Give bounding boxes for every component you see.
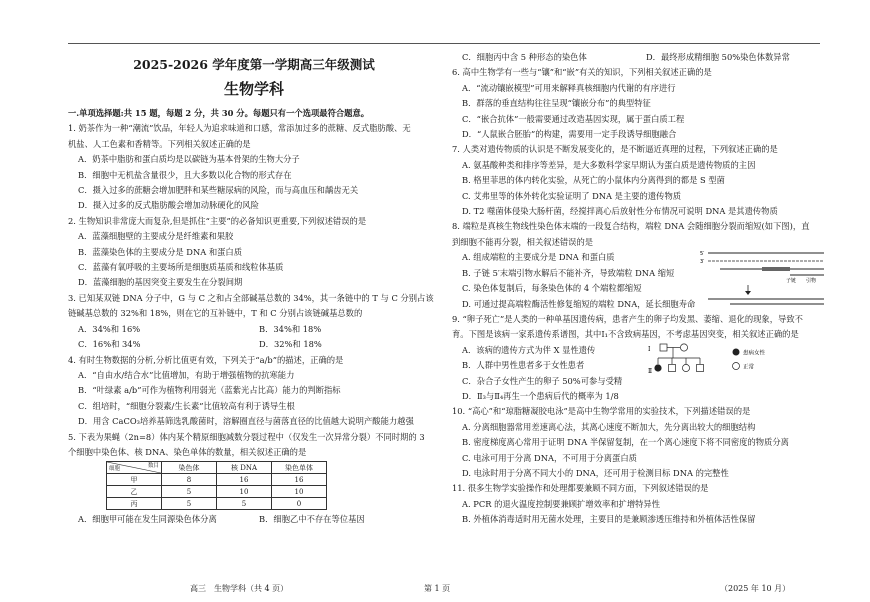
q3-stem: 3. 已知某双链 DNA 分子中，G 与 C 之和占全部碱基总数的 34%，其一条链中的 T 与 C 分别占该 bbox=[68, 292, 434, 303]
table-header: 染色单体 bbox=[272, 462, 327, 474]
q11-option-b[interactable]: B. 外植体消毒适时用无菌水处理，主要目的是兼顾渗透压维持和外植体活性保留 bbox=[462, 514, 756, 525]
q2-option-b[interactable]: B．蓝藻染色体的主要成分是 DNA 和蛋白质 bbox=[78, 246, 243, 257]
table-cell: 10 bbox=[217, 486, 272, 498]
q9-option-c[interactable]: C．杂合子女性产生的卵子 50%可参与受精 bbox=[462, 375, 623, 386]
q3-option-c[interactable]: C．16%和 34% bbox=[78, 339, 141, 350]
q6-option-d[interactable]: D．“人鼠嵌合胚胎”的构建，需要用一定手段诱导细胞融合 bbox=[462, 129, 677, 140]
q3-options-row1 bbox=[68, 322, 440, 337]
q9-stem: 9. “卵子死亡”是人类的一种单基因遗传病，患者产生的卵子均发黑、萎缩、退化的现象，导致不 bbox=[452, 313, 803, 324]
right-column bbox=[452, 50, 830, 528]
table-corner bbox=[107, 462, 162, 474]
corner-bottom-label: 细胞 bbox=[109, 466, 121, 473]
q5-options-row2 bbox=[452, 50, 830, 65]
table-cell: 16 bbox=[217, 474, 272, 486]
q8-option-c[interactable]: C. 染色体复制后，每条染色体的 4 个端粒都缩短 bbox=[462, 283, 642, 294]
q5-option-b[interactable]: B．细胞乙中不存在等位基因 bbox=[259, 514, 365, 525]
fig-label-daughter: 子链 bbox=[786, 278, 797, 285]
telomere-figure bbox=[700, 247, 828, 307]
q1-option-a[interactable]: A．奶茶中脂肪和蛋白质均是以碳链为基本骨架的生物大分子 bbox=[78, 154, 300, 165]
table-cell: 5 bbox=[162, 486, 217, 498]
q3-stem-cont: 链碱基总数的 32%和 18%，则在它的互补链中，T 和 C 分别占该链碱基总数的 bbox=[68, 308, 363, 319]
legend-affected-label: 患病女性 bbox=[743, 350, 766, 357]
q10-option-b[interactable]: B. 密度梯度离心常用于证明 DNA 半保留复制，在一个离心速度下将不同密度的物质分离 bbox=[462, 437, 789, 448]
q1-option-c[interactable]: C．摄入过多的蔗糖会增加肥胖和某些糖尿病的风险，而与高血压和龋齿无关 bbox=[78, 185, 359, 196]
q2-stem: 2. 生物知识非常庞大而复杂,但是抓住“主要”的必备知识更重要,下列叙述错误的是 bbox=[68, 215, 367, 226]
q5-option-d[interactable]: D．最终形成精细胞 50%染色体数异常 bbox=[646, 52, 790, 62]
corner-top-label: 数目 bbox=[147, 463, 159, 470]
pedigree-affected-female bbox=[654, 364, 661, 371]
table-row bbox=[107, 486, 327, 498]
q11-option-a[interactable]: A. PCR 的退火温度控制要兼顾扩增效率和扩增特异性 bbox=[462, 498, 661, 509]
q7-option-a[interactable]: A. 氨基酸种类和排序等差异，是大多数科学家早期认为蛋白质是遗传物质的主因 bbox=[462, 159, 756, 170]
table-row bbox=[107, 498, 327, 510]
question-7 bbox=[452, 142, 830, 219]
q9-option-a[interactable]: A．该病的遗传方式为伴 X 显性遗传 bbox=[462, 344, 596, 355]
q1-stem: 1. 奶茶作为一种“潮流”饮品，年轻人为追求味道和口感，常添加过多的蔗糖、反式脂肪酸、无 bbox=[68, 123, 411, 134]
q2-option-a[interactable]: A．蓝藻细胞壁的主要成分是纤维素和果胶 bbox=[78, 231, 234, 242]
fig-label-primer: 引物 bbox=[806, 278, 817, 285]
q3-option-a[interactable]: A．34%和 16% bbox=[78, 323, 141, 334]
q9-stem-cont: 育。下图是该病一家系遗传系谱图，其中Ⅰ₁不含致病基因，不考虑基因突变，相关叙述正确的是 bbox=[452, 329, 799, 340]
q8-option-a[interactable]: A. 组成端粒的主要成分是 DNA 和蛋白质 bbox=[462, 252, 615, 263]
q2-option-d[interactable]: D．蓝藻细胞的基因突变主要发生在分裂间期 bbox=[78, 277, 243, 288]
question-8 bbox=[452, 219, 830, 311]
q10-option-d[interactable]: D. 电泳时用于分离不同大小的 DNA，还可用于检测目标 DNA 的完整性 bbox=[462, 467, 729, 478]
table-cell: 丙 bbox=[107, 498, 162, 510]
footer-page-number: 第 1 页 bbox=[424, 584, 451, 593]
table-cell: 乙 bbox=[107, 486, 162, 498]
q8-option-d[interactable]: D. 可通过提高端粒酶活性修复缩短的端粒 DNA，延长细胞寿命 bbox=[462, 298, 696, 309]
q9-option-b[interactable]: B．人群中男性患者多于女性患者 bbox=[462, 360, 585, 371]
q1-option-b[interactable]: B．细胞中无机盐含量很少，且大多数以化合物的形式存在 bbox=[78, 169, 292, 180]
q7-stem: 7. 人类对遗传物质的认识是不断发展变化的，是不断逼近真理的过程，下列叙述正确的是 bbox=[452, 144, 778, 155]
question-10 bbox=[452, 404, 830, 481]
q5-table bbox=[106, 461, 327, 510]
table-header: 核 DNA bbox=[217, 462, 272, 474]
q10-option-c[interactable]: C. 电泳可用于分离 DNA，不可用于分离蛋白质 bbox=[462, 452, 637, 463]
q10-stem: 10. “高心”和“琼脂糖凝胶电泳”是高中生物学常用的实验技术，下列描述错误的是 bbox=[452, 406, 751, 417]
q8-stem: 8. 端粒是真核生物线性染色体末端的一段复合结构，端粒 DNA 会随细胞分裂而缩短(如下图)，直 bbox=[452, 221, 810, 232]
q2-option-c[interactable]: C．蓝藻有氧呼吸的主要场所是细胞质基质和线粒体基质 bbox=[78, 262, 284, 273]
q5-stem: 5. 下表为果蝇（2n=8）体内某个精原细胞减数分裂过程中（仅发生一次异常分裂）不同时期的 3 bbox=[68, 431, 425, 442]
q4-stem: 4. 有时生物数据的分析,分析比值更有效，下列关于“a/b”的描述，正确的是 bbox=[68, 354, 344, 365]
question-11 bbox=[452, 481, 830, 527]
legend-normal-label: 正常 bbox=[743, 364, 755, 371]
fig-label-3prime: 3′ bbox=[700, 259, 705, 266]
q9-option-d[interactable]: D．Ⅱ₃与Ⅱ₄再生一个患病后代的概率为 1/8 bbox=[462, 390, 619, 401]
top-rule bbox=[68, 43, 820, 44]
table-cell: 16 bbox=[272, 474, 327, 486]
pedigree-figure bbox=[648, 342, 788, 382]
table-cell: 甲 bbox=[107, 474, 162, 486]
q4-option-a[interactable]: A．“自由水/结合水”比值增加，有助于增强植物的抗寒能力 bbox=[78, 369, 295, 380]
fig-label-5prime: 5′ bbox=[700, 251, 705, 258]
question-6 bbox=[452, 65, 830, 142]
gen-label-II: Ⅱ bbox=[648, 367, 653, 375]
q1-stem-cont: 机盐、人工色素和香精等。下列相关叙述正确的是 bbox=[68, 138, 251, 149]
q8-stem-cont: 到细胞不能再分裂，相关叙述错误的是 bbox=[452, 236, 594, 247]
q7-option-c[interactable]: C. 艾弗里等的体外转化实验证明了 DNA 是主要的遗传物质 bbox=[462, 190, 682, 201]
legend-affected-icon bbox=[733, 348, 740, 355]
q6-option-a[interactable]: A．“流动镶嵌模型”可用来解释真核细胞内代谢的有序进行 bbox=[462, 82, 676, 93]
q4-option-d[interactable]: D．用含 CaCO₃培养基筛选乳酸菌时，溶解圈直径与菌落直径的比值越大说明产酸能力越强 bbox=[78, 416, 414, 427]
legend-normal-icon bbox=[733, 362, 740, 369]
left-column bbox=[68, 50, 440, 528]
footer-left: 高三 生物学科（共 4 页） bbox=[190, 584, 289, 593]
q7-option-d[interactable]: D. T2 噬菌体侵染大肠杆菌，经搅拌离心后放射性分布情况可说明 DNA 是其遗传物质 bbox=[462, 206, 778, 217]
q5-option-a[interactable]: A．细胞甲可能在发生同源染色体分离 bbox=[78, 514, 217, 525]
pedigree-female bbox=[680, 344, 687, 351]
table-cell: 5 bbox=[162, 498, 217, 510]
subject-title: 生物学科 bbox=[223, 80, 284, 98]
table-header: 染色体 bbox=[162, 462, 217, 474]
pedigree-male bbox=[660, 344, 667, 351]
table-row bbox=[107, 474, 327, 486]
q4-option-b[interactable]: B．“叶绿素 a/b”可作为植物利用弱光（蓝紫光占比高）能力的判断指标 bbox=[78, 385, 341, 396]
footer-date: （2025 年 10 月） bbox=[720, 584, 791, 593]
q1-option-d[interactable]: D．摄入过多的反式脂肪酸会增加动脉硬化的风险 bbox=[78, 200, 259, 211]
q6-option-c[interactable]: C．“嵌合抗体”一般需要通过改造基因实现，属于蛋白质工程 bbox=[462, 113, 685, 124]
q6-option-b[interactable]: B．群落的垂直结构往往呈现“镶嵌分布”的典型特征 bbox=[462, 98, 651, 109]
question-3 bbox=[68, 291, 440, 353]
q10-option-a[interactable]: A. 分离细胞器常用差速离心法，其离心速度不断加大，先分离出较大的细胞结构 bbox=[462, 421, 756, 432]
q6-stem: 6. 高中生物学有一些与“镶”和“嵌”有关的知识，下列相关叙述正确的是 bbox=[452, 67, 712, 78]
q11-stem: 11. 很多生物学实验操作和处理都要兼顾不同方面，下列叙述错误的是 bbox=[452, 483, 709, 494]
gen-label-I: Ⅰ bbox=[648, 345, 651, 353]
section-heading: 一.单项选择题:共 15 题，每题 2 分，共 30 分。每题只有一个选项最符合题意。 bbox=[68, 108, 370, 118]
question-9 bbox=[452, 312, 830, 404]
q3-option-d[interactable]: D．32%和 18% bbox=[259, 339, 322, 350]
table-cell: 8 bbox=[162, 474, 217, 486]
table-cell: 10 bbox=[272, 486, 327, 498]
q3-option-b[interactable]: B．34%和 18% bbox=[259, 323, 322, 334]
q8-option-b[interactable]: B. 子链 5′末端引物水解后不能补齐，导致端粒 DNA 缩短 bbox=[462, 267, 675, 278]
table-cell: 5 bbox=[217, 498, 272, 510]
q7-option-b[interactable]: B. 格里菲思的体内转化实验，从死亡的小鼠体内分离得到的都是 S 型菌 bbox=[462, 175, 725, 186]
question-5 bbox=[68, 430, 440, 528]
question-4 bbox=[68, 353, 440, 430]
table-cell: 0 bbox=[272, 498, 327, 510]
q4-option-c[interactable]: C．组培时，“细胞分裂素/生长素”比值较高有利于诱导生根 bbox=[78, 400, 295, 411]
table-header-row bbox=[107, 462, 327, 474]
q5-options-row1 bbox=[68, 512, 440, 527]
q5-stem-cont: 个细胞中染色体、核 DNA、染色单体的数量，相关叙述正确的是 bbox=[68, 446, 307, 457]
question-1 bbox=[68, 121, 440, 213]
exam-title: 2025-2026 学年度第一学期高三年级测试 bbox=[133, 57, 375, 72]
q3-options-row2 bbox=[68, 337, 440, 352]
question-2 bbox=[68, 214, 440, 291]
q5-option-c[interactable]: C．细胞丙中含 5 种形态的染色体 bbox=[462, 52, 587, 62]
